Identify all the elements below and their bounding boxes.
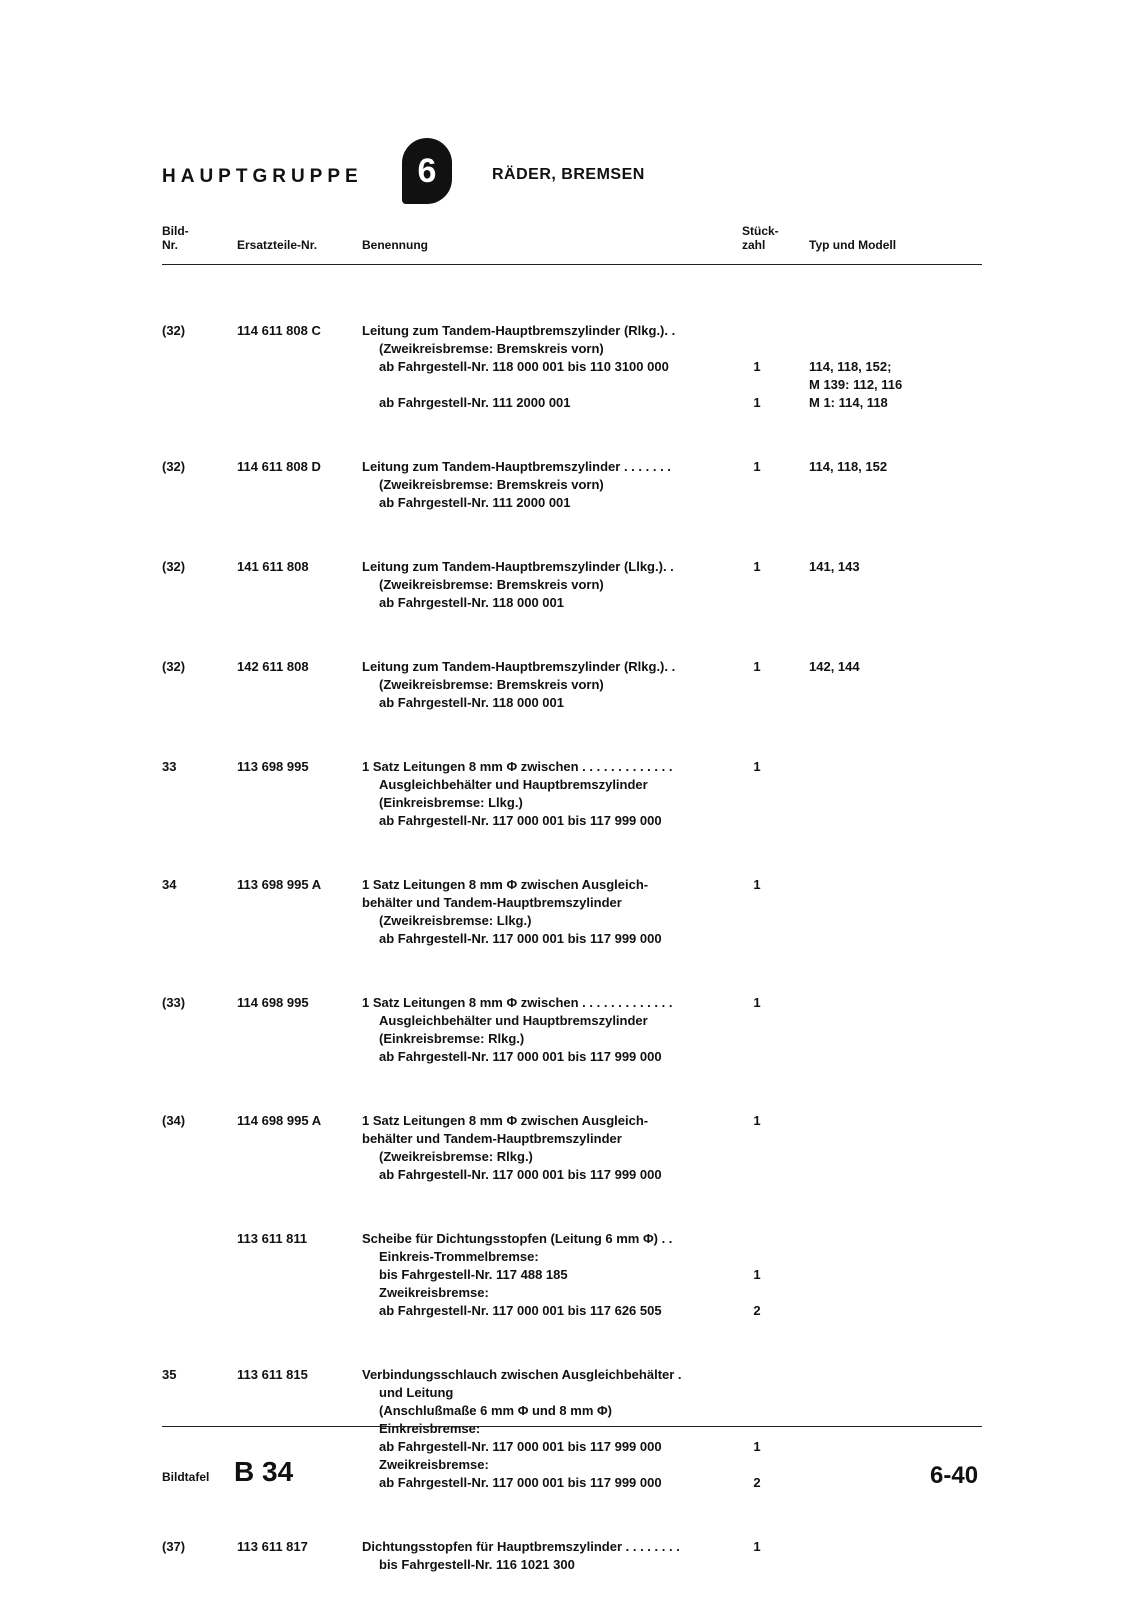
benennung-text: ab Fahrgestell-Nr. 118 000 001 xyxy=(379,695,564,710)
stueckzahl: 1 xyxy=(753,659,761,674)
benennung-block xyxy=(362,322,903,412)
benennung-text: und Leitung xyxy=(379,1385,454,1400)
column-header-stueckzahl xyxy=(742,224,802,252)
benennung-block xyxy=(362,876,761,948)
stueckzahl: 1 xyxy=(753,1113,761,1128)
bild-nr: (34) xyxy=(162,1113,186,1128)
stueckzahl: 2 xyxy=(753,1475,761,1490)
benennung-text: Verbindungsschlauch zwischen Ausgleichbehälter . xyxy=(362,1367,682,1382)
benennung-text: (Zweikreisbremse: Rlkg.) xyxy=(379,1149,533,1164)
benennung-line xyxy=(362,1266,761,1284)
benennung-text: (Einkreisbremse: Rlkg.) xyxy=(379,1031,525,1046)
benennung-text: (Zweikreisbremse: Bremskreis vorn) xyxy=(379,677,604,692)
benennung-text: 1 Satz Leitungen 8 mm Φ zwischen Ausgleich- xyxy=(362,1113,649,1128)
stueckzahl: 1 xyxy=(753,1539,761,1554)
benennung-text: ab Fahrgestell-Nr. 111 2000 001 xyxy=(379,395,571,410)
page-number: 6-40 xyxy=(930,1462,979,1489)
column-header-benennung: Benennung xyxy=(362,238,428,252)
benennung-line xyxy=(362,1148,742,1166)
hauptgruppe-title: RÄDER, BREMSEN xyxy=(492,166,645,183)
benennung-line xyxy=(362,1048,742,1066)
hauptgruppe-number-badge: 6 xyxy=(402,138,452,204)
typ-modell: 114, 118, 152 xyxy=(809,459,888,474)
benennung-line xyxy=(362,340,742,358)
benennung-line xyxy=(362,376,903,394)
benennung-text: Leitung zum Tandem-Hauptbremszylinder (Llkg.). . xyxy=(362,559,674,574)
parts-row xyxy=(162,1538,982,1574)
parts-row xyxy=(162,1230,982,1320)
parts-row xyxy=(162,658,982,712)
bild-nr: (32) xyxy=(162,323,186,338)
ersatzteil-nr: 142 611 808 xyxy=(237,659,309,674)
benennung-text: Ausgleichbehälter und Hauptbremszylinder xyxy=(379,777,648,792)
benennung-line xyxy=(362,1112,761,1130)
benennung-line xyxy=(362,1384,742,1402)
parts-row xyxy=(162,994,982,1066)
benennung-line xyxy=(362,1030,742,1048)
parts-row xyxy=(162,1112,982,1184)
parts-row xyxy=(162,322,982,412)
parts-row xyxy=(162,558,982,612)
column-header-bild-line2: Nr. xyxy=(162,238,179,252)
benennung-line xyxy=(362,1166,742,1184)
stueckzahl: 1 xyxy=(753,759,761,774)
benennung-text: behälter und Tandem-Hauptbremszylinder xyxy=(362,895,622,910)
benennung-line xyxy=(362,912,742,930)
benennung-line xyxy=(362,1012,742,1030)
footer-plate-number: B 34 xyxy=(234,1456,294,1487)
column-header-ersatzteil-nr: Ersatzteile-Nr. xyxy=(237,238,318,252)
benennung-text: Einkreis-Trommelbremse: xyxy=(379,1249,539,1264)
benennung-text: (Anschlußmaße 6 mm Φ und 8 mm Φ) xyxy=(379,1403,612,1418)
stueckzahl: 1 xyxy=(753,877,761,892)
column-header-stueck-line1: Stück- xyxy=(742,224,779,238)
column-header-bild-nr xyxy=(162,224,222,252)
benennung-line xyxy=(362,394,888,412)
benennung-line xyxy=(362,476,742,494)
benennung-text: ab Fahrgestell-Nr. 117 000 001 bis 117 999 000 xyxy=(379,931,662,946)
ersatzteil-nr: 113 698 995 A xyxy=(237,877,322,892)
benennung-line xyxy=(362,994,761,1012)
benennung-text: Dichtungsstopfen für Hauptbremszylinder . . . . . . . . xyxy=(362,1539,680,1554)
benennung-text: 1 Satz Leitungen 8 mm Φ zwischen . . . . . . . . . . . . . xyxy=(362,995,673,1010)
benennung-block xyxy=(362,758,761,830)
benennung-line xyxy=(362,594,742,612)
benennung-line xyxy=(362,358,892,376)
benennung-line xyxy=(362,576,742,594)
ersatzteil-nr: 114 698 995 xyxy=(237,995,309,1010)
benennung-text: (Zweikreisbremse: Llkg.) xyxy=(379,913,532,928)
benennung-line xyxy=(362,894,742,912)
benennung-text: Einkreisbremse: xyxy=(379,1421,481,1436)
ersatzteil-nr: 113 611 817 xyxy=(237,1539,308,1554)
benennung-text: ab Fahrgestell-Nr. 117 000 001 bis 117 999 000 xyxy=(379,1167,662,1182)
benennung-text: ab Fahrgestell-Nr. 117 000 001 bis 117 999 000 xyxy=(379,1049,662,1064)
benennung-text: Ausgleichbehälter und Hauptbremszylinder xyxy=(379,1013,648,1028)
parts-row xyxy=(162,758,982,830)
benennung-text: ab Fahrgestell-Nr. 118 000 001 bis 110 3100 000 xyxy=(379,359,669,374)
benennung-line xyxy=(362,1556,742,1574)
benennung-text: bis Fahrgestell-Nr. 116 1021 300 xyxy=(379,1557,575,1572)
bild-nr: (33) xyxy=(162,995,186,1010)
benennung-text: ab Fahrgestell-Nr. 111 2000 001 xyxy=(379,495,571,510)
bild-nr: (32) xyxy=(162,459,186,474)
stueckzahl: 1 xyxy=(753,1267,761,1282)
benennung-line xyxy=(362,1248,742,1266)
benennung-text: ab Fahrgestell-Nr. 117 000 001 bis 117 626 505 xyxy=(379,1303,662,1318)
benennung-block xyxy=(362,458,888,512)
benennung-text: 1 Satz Leitungen 8 mm Φ zwischen . . . . . . . . . . . . . xyxy=(362,759,673,774)
typ-modell: 114, 118, 152; xyxy=(809,359,892,374)
benennung-line xyxy=(362,676,742,694)
benennung-text: bis Fahrgestell-Nr. 117 488 185 xyxy=(379,1267,568,1282)
benennung-line xyxy=(362,1402,742,1420)
footer-bildtafel-label: Bildtafel xyxy=(162,1470,210,1484)
benennung-text: ab Fahrgestell-Nr. 117 000 001 bis 117 999 000 xyxy=(379,1439,662,1454)
benennung-text: (Zweikreisbremse: Bremskreis vorn) xyxy=(379,477,604,492)
benennung-line xyxy=(362,794,742,812)
ersatzteil-nr: 113 698 995 xyxy=(237,759,309,774)
benennung-line xyxy=(362,1420,742,1438)
benennung-line xyxy=(362,1230,742,1248)
benennung-line xyxy=(362,1438,761,1456)
benennung-line xyxy=(362,930,742,948)
bild-nr: 34 xyxy=(162,877,177,892)
benennung-line xyxy=(362,1284,742,1302)
bild-nr: 33 xyxy=(162,759,177,774)
benennung-text: Zweikreisbremse: xyxy=(379,1285,489,1300)
ersatzteil-nr: 114 611 808 C xyxy=(237,323,321,338)
benennung-line xyxy=(362,1366,742,1384)
ersatzteil-nr: 113 611 811 xyxy=(237,1231,308,1246)
benennung-text: ab Fahrgestell-Nr. 117 000 001 bis 117 999 000 xyxy=(379,1475,662,1490)
stueckzahl: 1 xyxy=(753,559,761,574)
benennung-line xyxy=(362,1538,761,1556)
benennung-line xyxy=(362,812,742,830)
benennung-text: behälter und Tandem-Hauptbremszylinder xyxy=(362,1131,622,1146)
benennung-text: Leitung zum Tandem-Hauptbremszylinder (Rlkg.). . xyxy=(362,659,676,674)
bild-nr: (32) xyxy=(162,659,186,674)
benennung-text: (Zweikreisbremse: Bremskreis vorn) xyxy=(379,341,604,356)
ersatzteil-nr: 114 611 808 D xyxy=(237,459,321,474)
benennung-line xyxy=(362,658,860,676)
benennung-line xyxy=(362,776,742,794)
bild-nr: (37) xyxy=(162,1539,186,1554)
benennung-line xyxy=(362,1474,761,1492)
typ-modell: 141, 143 xyxy=(809,559,860,574)
benennung-line xyxy=(362,1456,742,1474)
ersatzteil-nr: 141 611 808 xyxy=(237,559,309,574)
bild-nr: 35 xyxy=(162,1367,177,1382)
benennung-block xyxy=(362,1112,761,1184)
stueckzahl: 1 xyxy=(753,359,761,374)
benennung-text: Leitung zum Tandem-Hauptbremszylinder . . . . . . . xyxy=(362,459,671,474)
benennung-text: Zweikreisbremse: xyxy=(379,1457,489,1472)
benennung-line xyxy=(362,458,888,476)
benennung-text: ab Fahrgestell-Nr. 117 000 001 bis 117 999 000 xyxy=(379,813,662,828)
column-header-stueck-line2: zahl xyxy=(742,238,766,252)
column-headers xyxy=(162,224,982,258)
stueckzahl: 1 xyxy=(753,995,761,1010)
benennung-line xyxy=(362,1302,761,1320)
column-header-typ-modell: Typ und Modell xyxy=(809,238,897,252)
benennung-line xyxy=(362,694,742,712)
benennung-text: 1 Satz Leitungen 8 mm Φ zwischen Ausgleich- xyxy=(362,877,649,892)
header-divider xyxy=(162,264,982,265)
ersatzteil-nr: 113 611 815 xyxy=(237,1367,308,1382)
typ-modell: M 1: 114, 118 xyxy=(809,395,888,410)
benennung-text: (Zweikreisbremse: Bremskreis vorn) xyxy=(379,577,604,592)
page-header xyxy=(162,138,982,208)
benennung-block xyxy=(362,1230,761,1320)
stueckzahl: 1 xyxy=(753,1439,761,1454)
benennung-block xyxy=(362,1366,761,1492)
benennung-block xyxy=(362,994,761,1066)
bild-nr: (32) xyxy=(162,559,186,574)
benennung-line xyxy=(362,322,742,340)
benennung-block xyxy=(362,1538,761,1574)
benennung-line xyxy=(362,494,742,512)
benennung-text: ab Fahrgestell-Nr. 118 000 001 xyxy=(379,595,564,610)
benennung-line xyxy=(362,558,860,576)
benennung-text: (Einkreisbremse: Llkg.) xyxy=(379,795,523,810)
parts-row xyxy=(162,876,982,948)
parts-row xyxy=(162,458,982,512)
benennung-text: Scheibe für Dichtungsstopfen (Leitung 6 mm Φ) . . xyxy=(362,1231,673,1246)
typ-modell: M 139: 112, 116 xyxy=(809,377,903,392)
stueckzahl: 1 xyxy=(753,395,761,410)
benennung-block xyxy=(362,558,860,612)
column-header-bild-line1: Bild- xyxy=(162,224,189,238)
footer-divider xyxy=(162,1426,982,1427)
benennung-line xyxy=(362,758,761,776)
hauptgruppe-label: HAUPTGRUPPE xyxy=(162,166,363,187)
benennung-line xyxy=(362,1130,742,1148)
typ-modell: 142, 144 xyxy=(809,659,860,674)
stueckzahl: 2 xyxy=(753,1303,761,1318)
stueckzahl: 1 xyxy=(753,459,761,474)
benennung-text: Leitung zum Tandem-Hauptbremszylinder (Rlkg.). . xyxy=(362,323,676,338)
benennung-block xyxy=(362,658,860,712)
benennung-line xyxy=(362,876,761,894)
ersatzteil-nr: 114 698 995 A xyxy=(237,1113,322,1128)
